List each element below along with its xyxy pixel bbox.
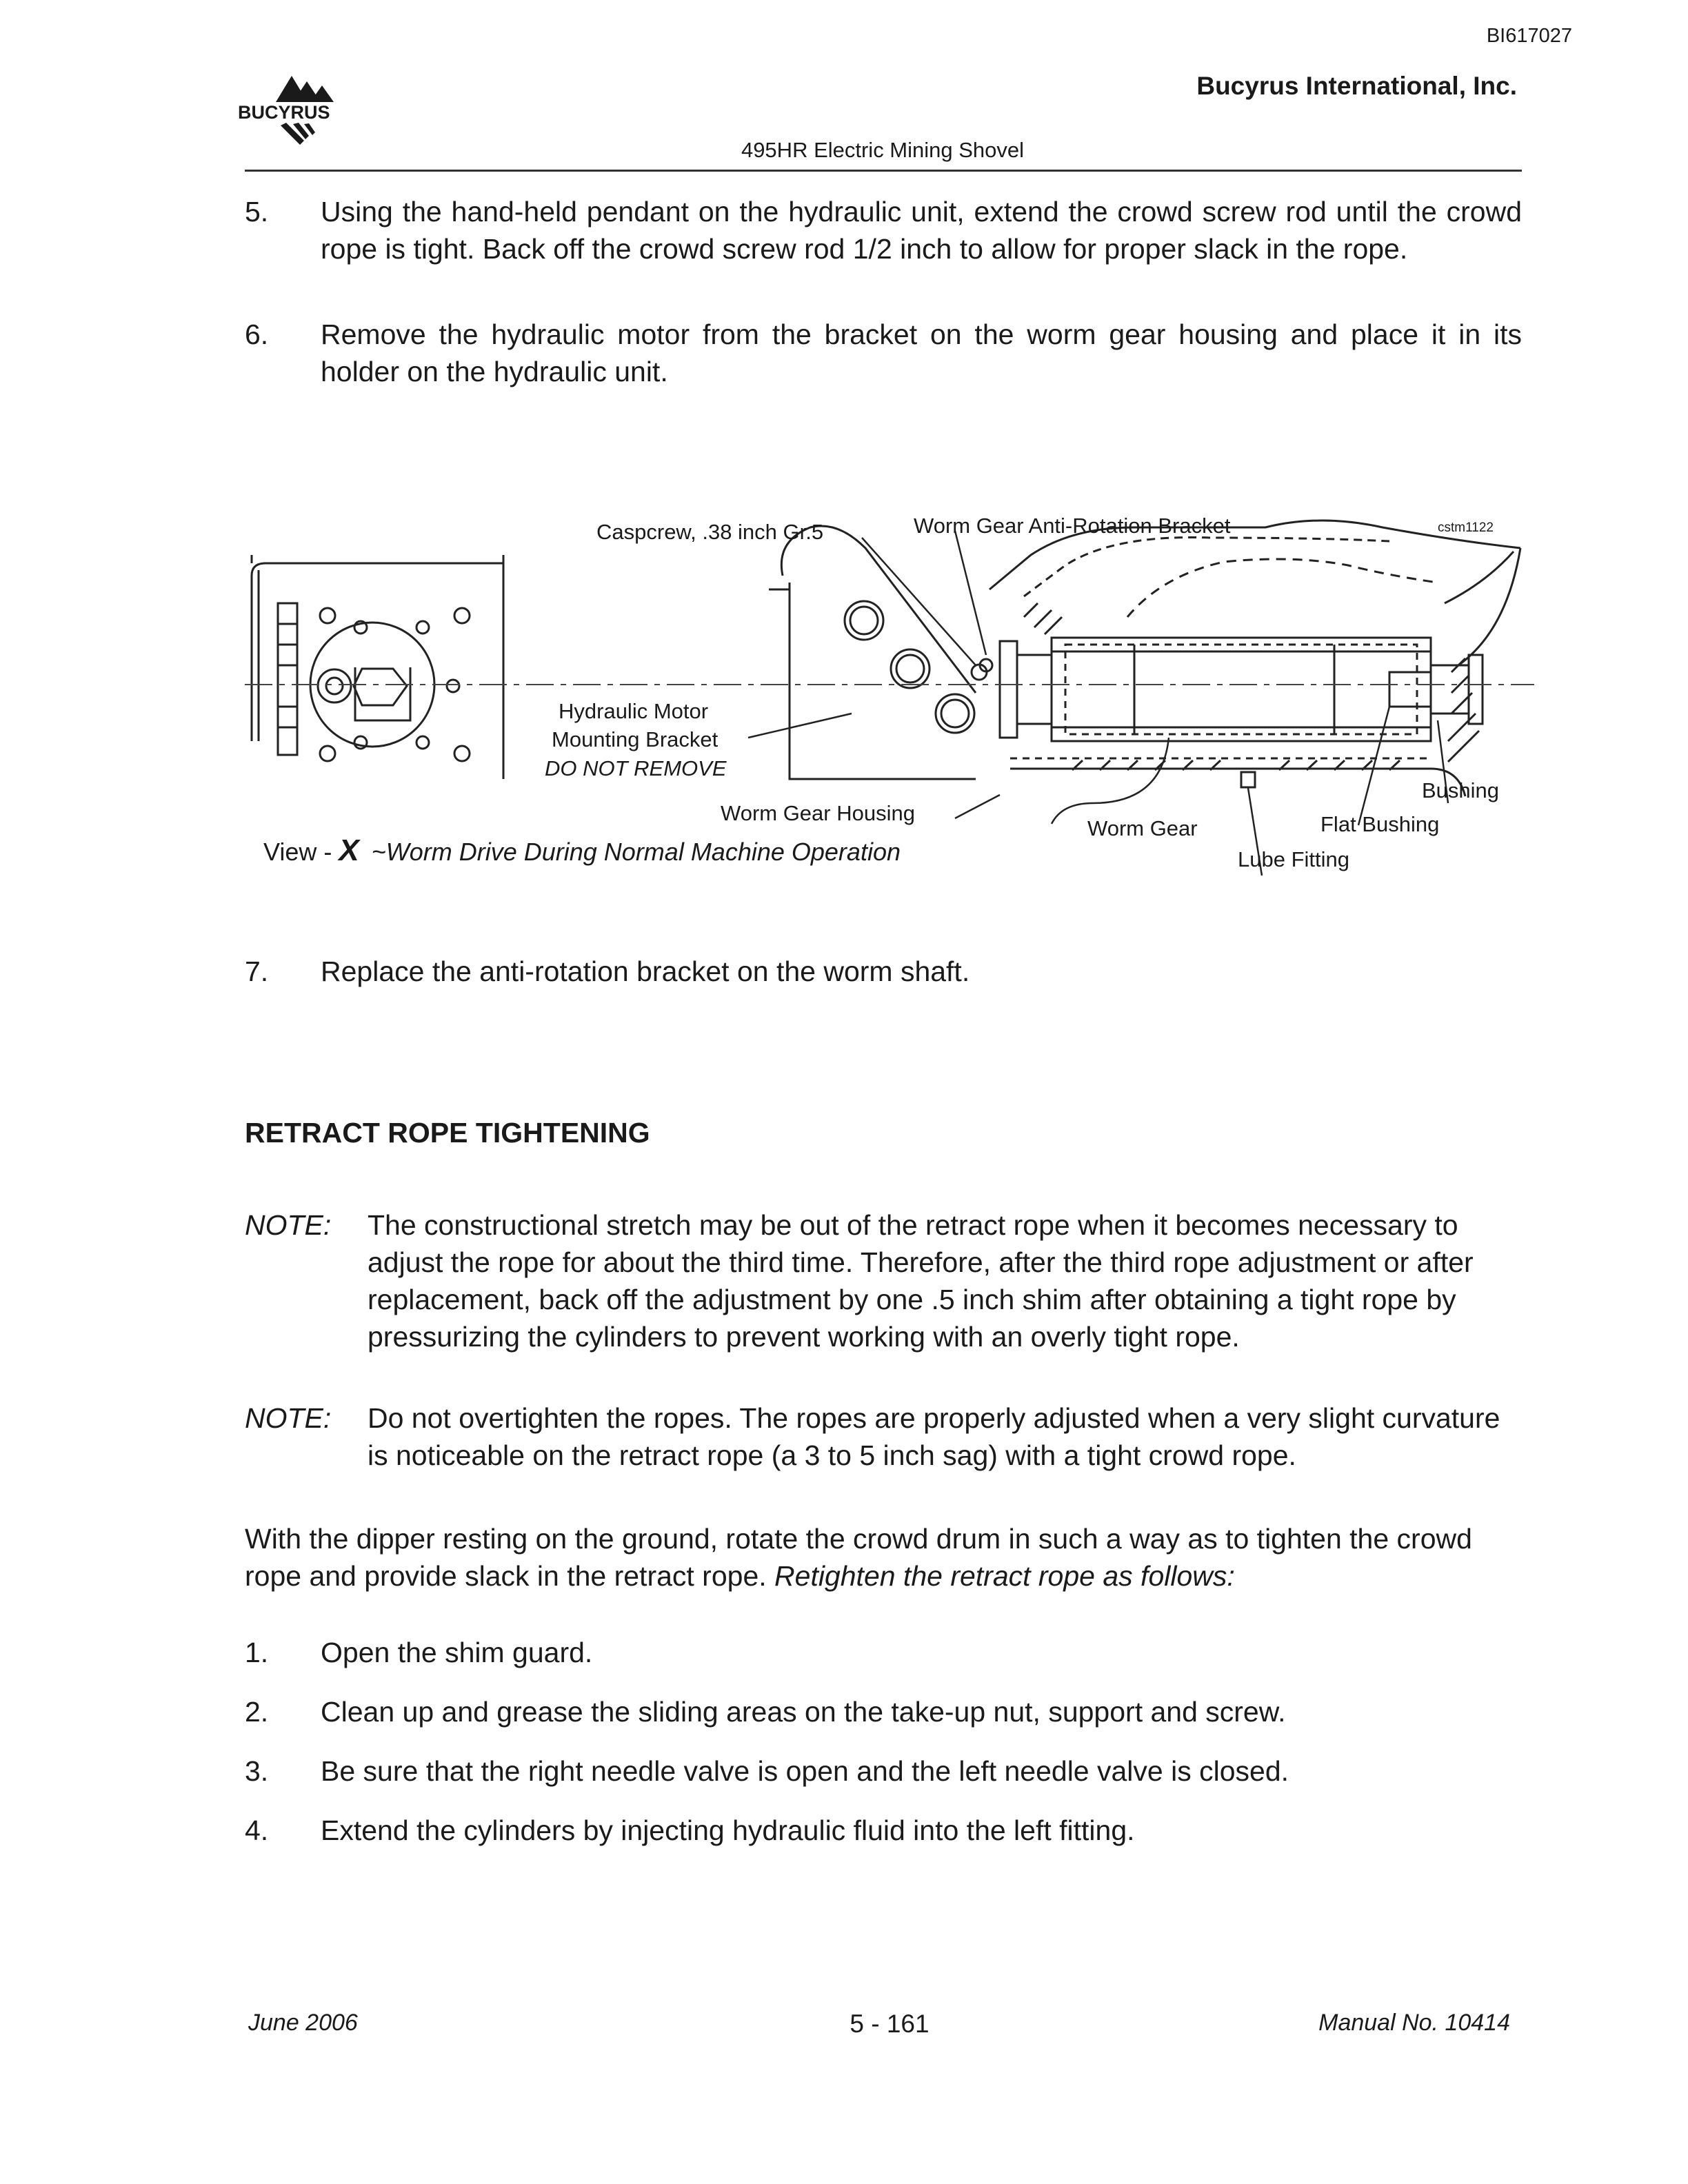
step-number: 6. <box>245 318 269 350</box>
steps-top <box>245 193 1522 390</box>
note-label: NOTE: <box>245 1402 332 1434</box>
label-anti-rotation-bracket: Worm Gear Anti-Rotation Bracket <box>914 514 1231 538</box>
page-subtitle: 495HR Electric Mining Shovel <box>741 138 1025 162</box>
header-rule <box>245 170 1522 172</box>
label-mounting-bracket: Mounting Bracket <box>552 727 719 751</box>
label-hydraulic-motor: Hydraulic Motor <box>559 699 709 723</box>
label-bushing: Bushing <box>1422 778 1500 802</box>
figure-caption <box>263 833 901 867</box>
label-worm-gear-housing: Worm Gear Housing <box>721 801 915 825</box>
note-1 <box>245 1206 1522 1355</box>
step-text: Extend the cylinders by injecting hydraulic fluid into the left fitting. <box>321 1814 1135 1846</box>
company-name: Bucyrus International, Inc. <box>1196 72 1517 100</box>
bucyrus-logo <box>238 69 369 152</box>
step-text: Using the hand-held pendant on the hydraulic unit, extend the crowd screw rod until the crowd rope is tight. Back off the crowd screw rod 1/2 inch to allow for proper slack in the rope. <box>321 196 1522 265</box>
paragraph-italic: Retighten the retract rope as follows: <box>774 1560 1235 1592</box>
logo-wordmark: BUCYRUS <box>238 102 330 123</box>
note-text: Do not overtighten the ropes. The ropes are properly adjusted when a very slight curvature is noticeable on the retract rope (a 3 to 5 inch sag) with a tight crowd rope. <box>368 1402 1500 1471</box>
label-capscrew: Caspcrew, .38 inch Gr.5 <box>596 520 824 544</box>
intro-paragraph <box>245 1520 1527 1595</box>
section-heading: RETRACT ROPE TIGHTENING <box>245 1117 650 1149</box>
footer-date: June 2006 <box>248 2010 358 2036</box>
note-2 <box>245 1399 1522 1474</box>
label-flat-bushing: Flat Bushing <box>1320 812 1440 836</box>
figure-id: cstm1122 <box>1438 520 1494 535</box>
label-lube-fitting: Lube Fitting <box>1238 847 1349 871</box>
step-text: Be sure that the right needle valve is open and the left needle valve is closed. <box>321 1755 1289 1787</box>
label-worm-gear: Worm Gear <box>1087 816 1198 840</box>
list-item <box>245 1634 1522 1693</box>
list-item <box>245 1752 1522 1812</box>
step-text: Replace the anti-rotation bracket on the worm shaft. <box>321 956 970 987</box>
step-number: 3. <box>245 1755 269 1787</box>
worm-drive-figure <box>245 500 1534 893</box>
step-text: Open the shim guard. <box>321 1637 593 1668</box>
caption-view: View - <box>263 838 339 866</box>
list-item <box>245 1693 1522 1752</box>
worm-gear-body <box>1052 638 1431 741</box>
caption-x: X <box>339 833 359 867</box>
footer-manual-number: Manual No. 10414 <box>1318 2010 1510 2036</box>
document-id: BI617027 <box>1486 25 1572 47</box>
step-text: Remove the hydraulic motor from the bracket on the worm gear housing and place it in its holder on the hydraulic unit. <box>321 318 1522 387</box>
step-number: 1. <box>245 1637 269 1668</box>
retract-steps <box>245 1634 1522 1871</box>
step-7 <box>245 953 1522 990</box>
step-7-block <box>245 953 1522 990</box>
step-number: 7. <box>245 956 269 987</box>
caption-text: ~Worm Drive During Normal Machine Operation <box>371 838 901 866</box>
step-number: 2. <box>245 1696 269 1728</box>
label-do-not-remove: DO NOT REMOVE <box>545 756 727 780</box>
step-5 <box>245 193 1522 267</box>
step-number: 5. <box>245 196 269 228</box>
step-number: 4. <box>245 1814 269 1846</box>
list-item <box>245 1812 1522 1871</box>
note-text: The constructional stretch may be out of the retract rope when it becomes necessary to adjust the rope for about the third time. Therefore, after the third rope adjustment or after replacement, back off the adjustment by one .5 inch shim after obtaining a tight rope by pressurizing the cylinders to prevent working with an overly tight rope. <box>368 1209 1474 1353</box>
footer-page-number: 5 - 161 <box>850 2010 930 2038</box>
note-label: NOTE: <box>245 1209 332 1241</box>
step-text: Clean up and grease the sliding areas on the take-up nut, support and screw. <box>321 1696 1286 1728</box>
step-6 <box>245 316 1522 390</box>
paragraph-text: With the dipper resting on the ground, rotate the crowd drum in such a way as to tighten the crowd rope and provide slack in the retract rope. <box>245 1523 1472 1592</box>
